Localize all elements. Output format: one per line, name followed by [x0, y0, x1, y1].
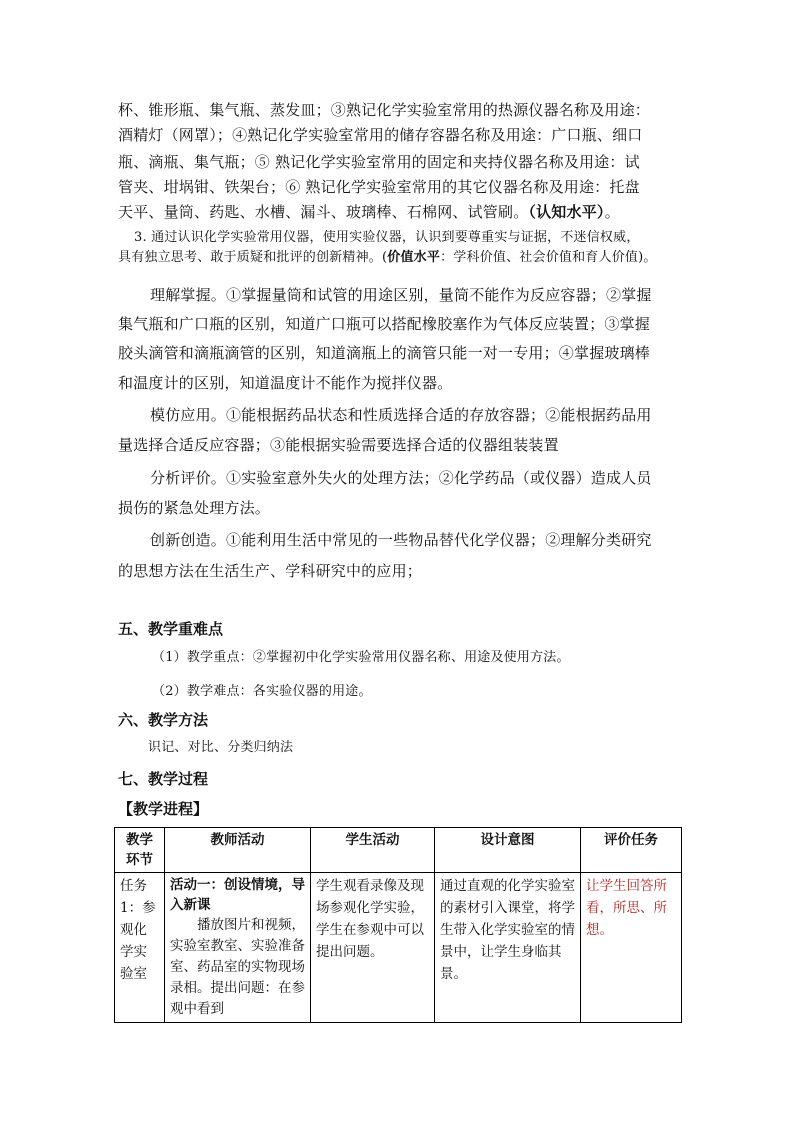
paragraph-line: 分析评价。①实验室意外失火的处理方法；②化学药品（或仪器）造成人员 — [150, 469, 652, 487]
column-header: 设计意图 — [435, 828, 581, 873]
column-header: 学生活动 — [311, 828, 435, 873]
table-header-row — [115, 828, 682, 873]
paragraph-line — [118, 248, 657, 268]
paragraph-line: 胶头滴管和滴瓶滴管的区别，知道滴瓶上的滴管只能一对一专用；④掌握玻璃棒 — [118, 344, 651, 362]
paragraph-line: 的思想方法在生活生产、学科研究中的应用； — [118, 562, 423, 580]
paragraph-line: 模仿应用。①能根据药品状态和性质选择合适的存放容器；②能根据药品用 — [150, 406, 652, 424]
paragraph-line: 创新创造。①能利用生活中常见的一些物品替代化学仪器；②理解分类研究 — [150, 531, 652, 549]
paragraph-text: 。 — [604, 203, 620, 221]
activity-title: 活动一：创设情境，导入新课 — [170, 877, 305, 913]
difficulty-item: （2）教学难点：各实验仪器的用途。 — [152, 684, 372, 699]
section-heading: 六、教学方法 — [118, 711, 209, 729]
paragraph-text: ：学科价值、社会价值和育人价值)。 — [440, 250, 657, 265]
column-header: 教师活动 — [165, 828, 311, 873]
paragraph-line: 量选择合适反应容器；③能根据实验需要选择合适的仪器组装装置 — [118, 436, 559, 454]
teaching-process-table — [114, 827, 682, 1023]
table-row — [115, 873, 682, 1023]
paragraph-line: 瓶、滴瓶、集气瓶；⑤ 熟记化学实验室常用的固定和夹持仪器名称及用途：试 — [118, 153, 640, 171]
activity-body: 播放图片和视频，实验室教室、实验准备室、药品室的实物现场录相。提出问题：在参观中看到 — [170, 917, 305, 1017]
evaluation-task-cell: 让学生回答所看，所思、所想。 — [581, 873, 682, 1023]
paragraph-line: 损伤的紧急处理方法。 — [118, 499, 271, 517]
design-intent-cell: 通过直观的化学实验室的素材引入课堂，将学生带入化学实验室的情景中，让学生身临其景。 — [435, 873, 581, 1023]
section-heading: 五、教学重难点 — [118, 620, 224, 638]
stage-cell: 任务1：参观化学实验室 — [115, 873, 165, 1023]
section-subheading: 【教学进程】 — [118, 800, 209, 818]
method-text: 识记、对比、分类归纳法 — [148, 740, 294, 755]
student-activity-cell: 学生观看录像及现场参观化学实验，学生在参观中可以提出问题。 — [311, 873, 435, 1023]
paragraph-line: 酒精灯（网罩）；④熟记化学实验室常用的储存容器名称及用途：广口瓶、细口 — [118, 126, 643, 144]
value-level-label: 价值水平 — [387, 250, 441, 265]
paragraph-line: 杯、锥形瓶、集气瓶、蒸发皿；③熟记化学实验室常用的热源仪器名称及用途： — [118, 101, 651, 119]
paragraph-text: 具有独立思考、敢于质疑和批评的创新精神。( — [118, 250, 388, 265]
paragraph-line: 理解掌握。①掌握量筒和试管的用途区别，量筒不能作为反应容器；②掌握 — [150, 286, 652, 304]
cognitive-level-label: （认知水平） — [528, 203, 605, 221]
paragraph-line: 管夹、坩埚钳、铁架台；⑥ 熟记化学实验室常用的其它仪器名称及用途：托盘 — [118, 178, 640, 196]
teacher-activity-cell — [165, 873, 311, 1023]
key-point-item: （1）教学重点：②掌握初中化学实验常用仪器名称、用途及使用方法。 — [152, 650, 570, 665]
paragraph-line — [118, 202, 620, 222]
column-header: 评价任务 — [581, 828, 682, 873]
paragraph-line: 3. 通过认识化学实验常用仪器，使用实验仪器，认识到要尊重实与证据，不迷信权威， — [134, 230, 640, 245]
section-heading: 七、教学过程 — [118, 770, 209, 788]
paragraph-text: 天平、量筒、药匙、水槽、漏斗、玻璃棒、石棉网、试管刷。 — [118, 203, 529, 221]
paragraph-line: 集气瓶和广口瓶的区别，知道广口瓶可以搭配橡胶塞作为气体反应装置；③掌握 — [118, 315, 651, 333]
paragraph-line: 和温度计的区别，知道温度计不能作为搅拌仪器。 — [118, 374, 453, 392]
column-header: 教学环节 — [115, 828, 165, 873]
